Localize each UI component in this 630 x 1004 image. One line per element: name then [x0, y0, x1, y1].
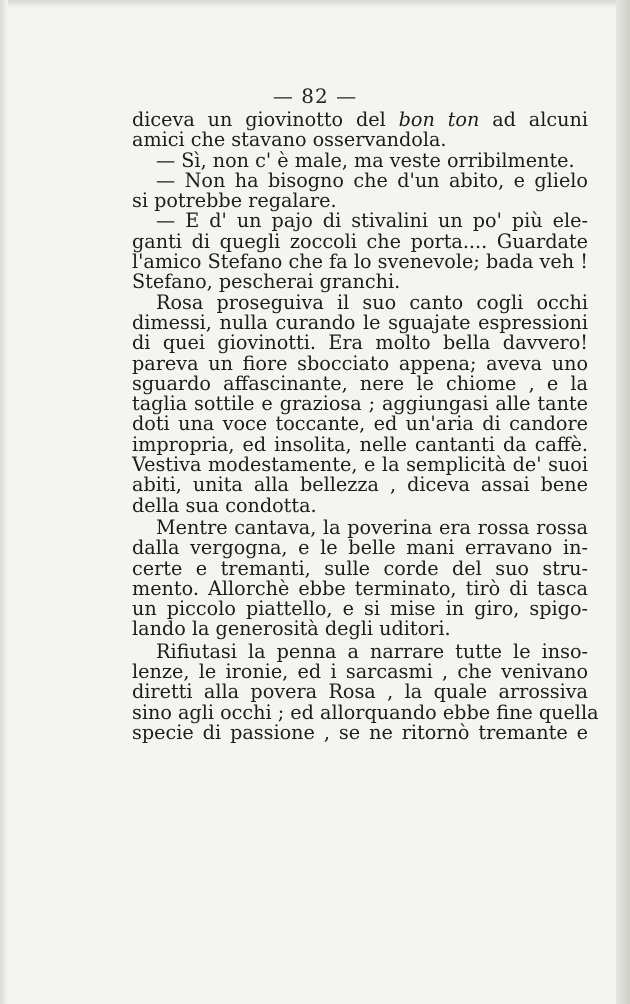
- text-line-segment: Rifiutasi la penna a narrare tutte le inso-: [156, 639, 588, 663]
- text-line-segment: si potrebbe regalare.: [132, 189, 337, 213]
- text-line-segment: pareva un fiore sbocciato appena; aveva uno: [132, 351, 588, 375]
- text-line: [132, 371, 588, 395]
- text-line-segment: Mentre cantava, la poverina era rossa rossa: [156, 515, 588, 539]
- text-line: [132, 515, 588, 539]
- text-line-segment: lenze, le ironie, ed i sarcasmi , che venivano: [132, 660, 588, 684]
- text-line: [132, 720, 588, 744]
- text-line-segment: mento. Allorchè ebbe terminato, tirò di tasca: [132, 576, 588, 600]
- italic-phrase: bon ton: [398, 108, 480, 131]
- text-line: [132, 252, 588, 272]
- text-line-segment: della sua condotta.: [132, 493, 317, 517]
- text-line: [132, 110, 588, 130]
- text-line: [132, 662, 588, 682]
- text-line: [132, 432, 588, 456]
- text-line-segment: Vestiva modestamente, e la semplicità de' suoi: [132, 453, 588, 477]
- body-text: [132, 108, 599, 744]
- text-line-segment: ad alcuni: [479, 108, 588, 131]
- text-line-segment: certe e tremanti, sulle corde del suo stru-: [132, 556, 588, 580]
- text-line-segment: specie di passione , se ne ritornò tremante e: [132, 720, 588, 744]
- text-line-segment: l'amico Stefano che fa lo svenevole; bada veh !: [132, 250, 588, 274]
- text-line: [132, 191, 588, 211]
- text-line-segment: abiti, unita alla bellezza , diceva assai bene: [132, 473, 588, 497]
- text-line: [132, 475, 588, 495]
- text-line-segment: dalla vergogna, e le belle mani erravano in-: [132, 536, 588, 560]
- text-line-segment: impropria, ed insolita, nelle cantanti da caffè.: [132, 432, 588, 456]
- text-line-segment: taglia sottile e graziosa ; aggiungasi alle tante: [132, 392, 588, 416]
- text-line-segment: Rosa proseguiva il suo canto cogli occhi: [156, 290, 588, 314]
- text-line-segment: amici che stavano osservandola.: [132, 128, 447, 152]
- text-line-segment: sino agli occhi ; ed allorquando ebbe fine quella: [132, 700, 599, 724]
- text-line-segment: Stefano, pescherai granchi.: [132, 270, 401, 294]
- page-edge-top: [0, 0, 630, 8]
- text-line-segment: dimessi, nulla curando le sguajate espressioni: [132, 310, 588, 334]
- text-line-segment: doti una voce toccante, ed un'aria di candore: [132, 412, 588, 436]
- text-line: [132, 130, 588, 150]
- text-line: [132, 556, 588, 580]
- text-line: [132, 394, 588, 414]
- text-line: [132, 148, 588, 172]
- text-line-segment: diceva un giovinotto del: [132, 108, 399, 131]
- text-line: [132, 310, 588, 334]
- page-edge-left: [0, 0, 8, 1004]
- text-line: [132, 538, 588, 558]
- text-line: [132, 599, 588, 619]
- text-line-segment: diretti alla povera Rosa , la quale arrossiva: [132, 680, 588, 704]
- text-line: [132, 333, 588, 353]
- page-edge-right: [616, 0, 630, 1004]
- text-line: [132, 700, 599, 724]
- text-line: [132, 290, 588, 314]
- text-line: [132, 493, 588, 517]
- text-line-segment: sguardo affascinante, nere le chiome , e la: [132, 371, 588, 395]
- text-line: [132, 682, 588, 702]
- text-line: [132, 229, 588, 253]
- text-line-segment: — E d' un pajo di stivalini un po' più ele-: [156, 209, 588, 233]
- text-line: [132, 576, 588, 600]
- text-line: [132, 455, 588, 475]
- text-line: [132, 639, 588, 663]
- text-line: [132, 351, 588, 375]
- text-line: [132, 168, 588, 192]
- text-line-segment: lando la generosità degli uditori.: [132, 617, 451, 641]
- text-line-segment: di quei giovinotti. Era molto bella davvero!: [132, 331, 588, 355]
- text-line-segment: un piccolo piattello, e si mise in giro, spigo-: [132, 597, 588, 621]
- text-line: [132, 272, 588, 292]
- text-line-segment: ganti di quegli zoccoli che porta.... Guardate: [132, 229, 588, 253]
- page-number: — 82 —: [272, 84, 358, 108]
- text-line-segment: — Sì, non c' è male, ma veste orribilmente.: [156, 148, 575, 172]
- text-line-segment: — Non ha bisogno che d'un abito, e glielo: [156, 168, 588, 192]
- text-line: [132, 619, 588, 639]
- text-line: [132, 414, 588, 434]
- text-line: [132, 211, 588, 231]
